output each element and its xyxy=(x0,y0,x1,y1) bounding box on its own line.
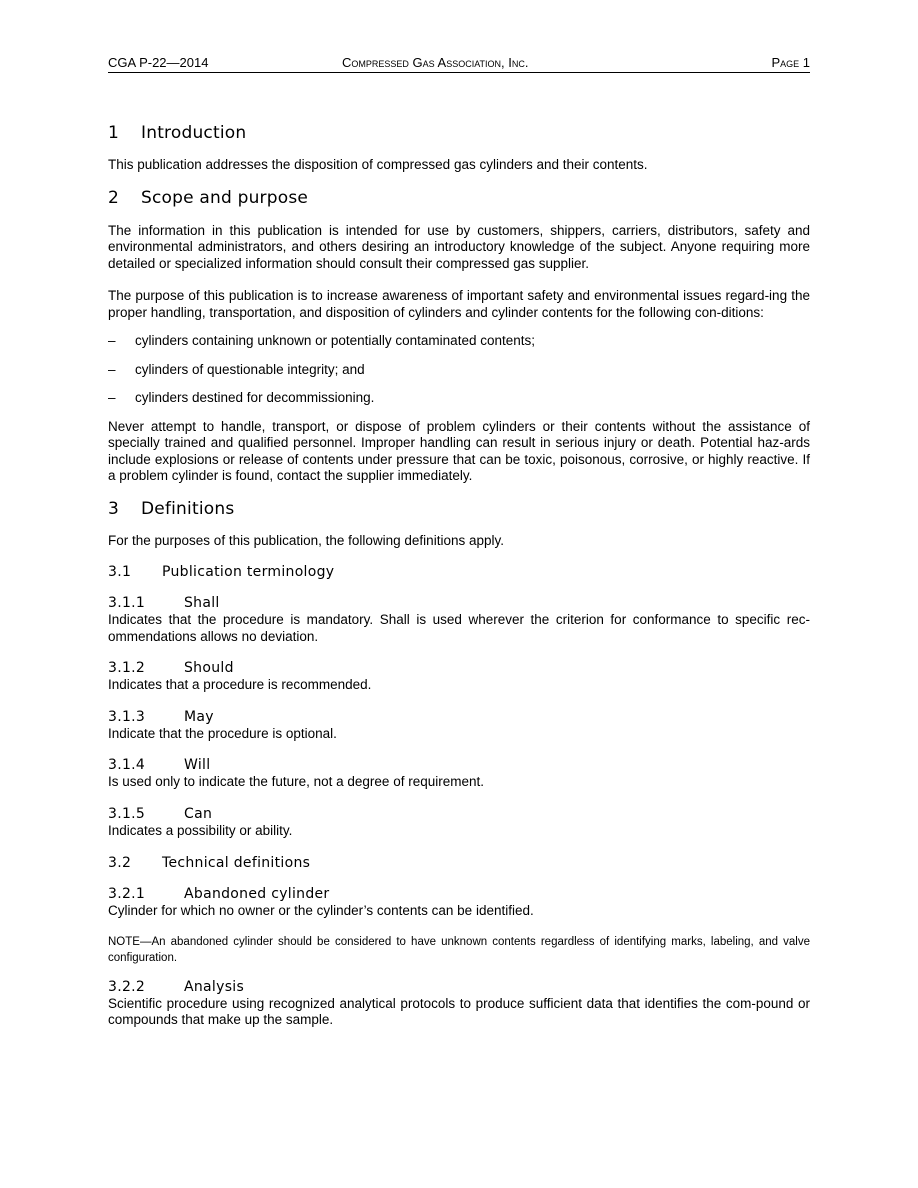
subsection-number: 3.1 xyxy=(108,564,132,580)
section-heading-definitions xyxy=(108,498,810,520)
subsection-heading xyxy=(108,563,810,581)
definition-text: Indicates a possibility or ability. xyxy=(108,822,293,838)
definition-term xyxy=(108,979,810,996)
paragraph: The information in this publication is intended for use by customers, shippers, carriers, distributors, safety and environmental administrators, and others desiring an introductory knowledge of the subject. Anyone requiring more detailed or specialized information should consult their compressed gas supplier. xyxy=(108,222,810,271)
definition-term xyxy=(108,886,810,903)
term-number: 3.1.5 xyxy=(108,805,146,822)
list-dash: – xyxy=(108,333,116,348)
term-number: 3.1.3 xyxy=(108,708,146,725)
definition-term xyxy=(108,757,810,774)
term-title: Can xyxy=(184,805,213,822)
term-title: Will xyxy=(184,757,211,773)
list-item xyxy=(108,333,810,350)
section-title: Definitions xyxy=(141,498,235,519)
definition-note: NOTE—An abandoned cylinder should be considered to have unknown contents regardless of identifying marks, labeling, and valve configuration. xyxy=(108,935,810,964)
list-item xyxy=(108,390,810,407)
definition-term xyxy=(108,660,810,677)
definition-text: Scientific procedure using recognized analytical protocols to produce sufficient data that identifies the com-pound or compounds that make up the sample. xyxy=(108,995,810,1027)
section-title: Introduction xyxy=(141,123,247,143)
definition-term xyxy=(108,806,810,823)
term-title: Abandoned cylinder xyxy=(184,886,330,902)
term-number: 3.1.1 xyxy=(108,595,146,611)
term-number: 3.2.2 xyxy=(108,978,146,995)
definition-text: Indicates that the procedure is mandatory. Shall is used wherever the criterion for conformance to specific rec-ommendations allows no deviation. xyxy=(108,612,810,644)
document-body xyxy=(108,122,810,1029)
section-number: 2 xyxy=(108,187,120,208)
list-item-text: cylinders of questionable integrity; and xyxy=(135,361,365,377)
section-title: Scope and purpose xyxy=(141,187,309,208)
term-number: 3.2.1 xyxy=(108,886,146,902)
definition-term xyxy=(108,709,810,726)
paragraph: For the purposes of this publication, the following definitions apply. xyxy=(108,532,504,548)
paragraph: This publication addresses the disposition of compressed gas cylinders and their contents. xyxy=(108,157,648,172)
term-title: Should xyxy=(184,660,234,676)
list-item xyxy=(108,362,810,379)
paragraph: The purpose of this publication is to increase awareness of important safety and environmental issues regard-ing the proper handling, transportation, and disposition of cylinders and cylinder contents for the following con-ditions: xyxy=(108,288,810,320)
definition-text: Indicate that the procedure is optional. xyxy=(108,725,337,741)
list-dash: – xyxy=(108,390,116,405)
subsection-title: Publication terminology xyxy=(162,564,335,580)
section-number: 3 xyxy=(108,498,120,519)
paragraph: Never attempt to handle, transport, or dispose of problem cylinders or their contents without the assistance of specially trained and qualified personnel. Improper handling can result in serious injury or death. Potential haz-ards include explosions or release of contents under pressure that can be toxic, poisonous, corrosive, or highly reactive. If a problem cylinder is found, contact the supplier immediately. xyxy=(108,418,810,483)
term-number: 3.1.4 xyxy=(108,757,146,773)
list-item-text: cylinders destined for decommissioning. xyxy=(135,390,375,405)
term-title: Shall xyxy=(184,595,220,611)
section-heading-introduction xyxy=(108,122,810,144)
term-title: Analysis xyxy=(184,978,245,995)
definition-text: Cylinder for which no owner or the cylinder’s contents can be identified. xyxy=(108,903,534,918)
list-dash: – xyxy=(108,361,116,377)
header-document-id: CGA P-22—2014 xyxy=(108,55,209,70)
subsection-heading xyxy=(108,854,810,872)
subsection-title: Technical definitions xyxy=(162,855,311,871)
definition-text: Indicates that a procedure is recommended. xyxy=(108,677,372,692)
header-publisher: Compressed Gas Association, Inc. xyxy=(342,55,529,70)
list-item-text: cylinders containing unknown or potentially contaminated contents; xyxy=(135,333,535,348)
running-header xyxy=(108,54,810,73)
header-page-number: Page 1 xyxy=(771,55,810,70)
definition-term xyxy=(108,595,810,612)
section-number: 1 xyxy=(108,123,120,143)
subsection-number: 3.2 xyxy=(108,855,132,871)
term-title: May xyxy=(184,708,214,725)
section-heading-scope xyxy=(108,187,810,209)
definition-text: Is used only to indicate the future, not a degree of requirement. xyxy=(108,774,484,789)
term-number: 3.1.2 xyxy=(108,660,146,676)
